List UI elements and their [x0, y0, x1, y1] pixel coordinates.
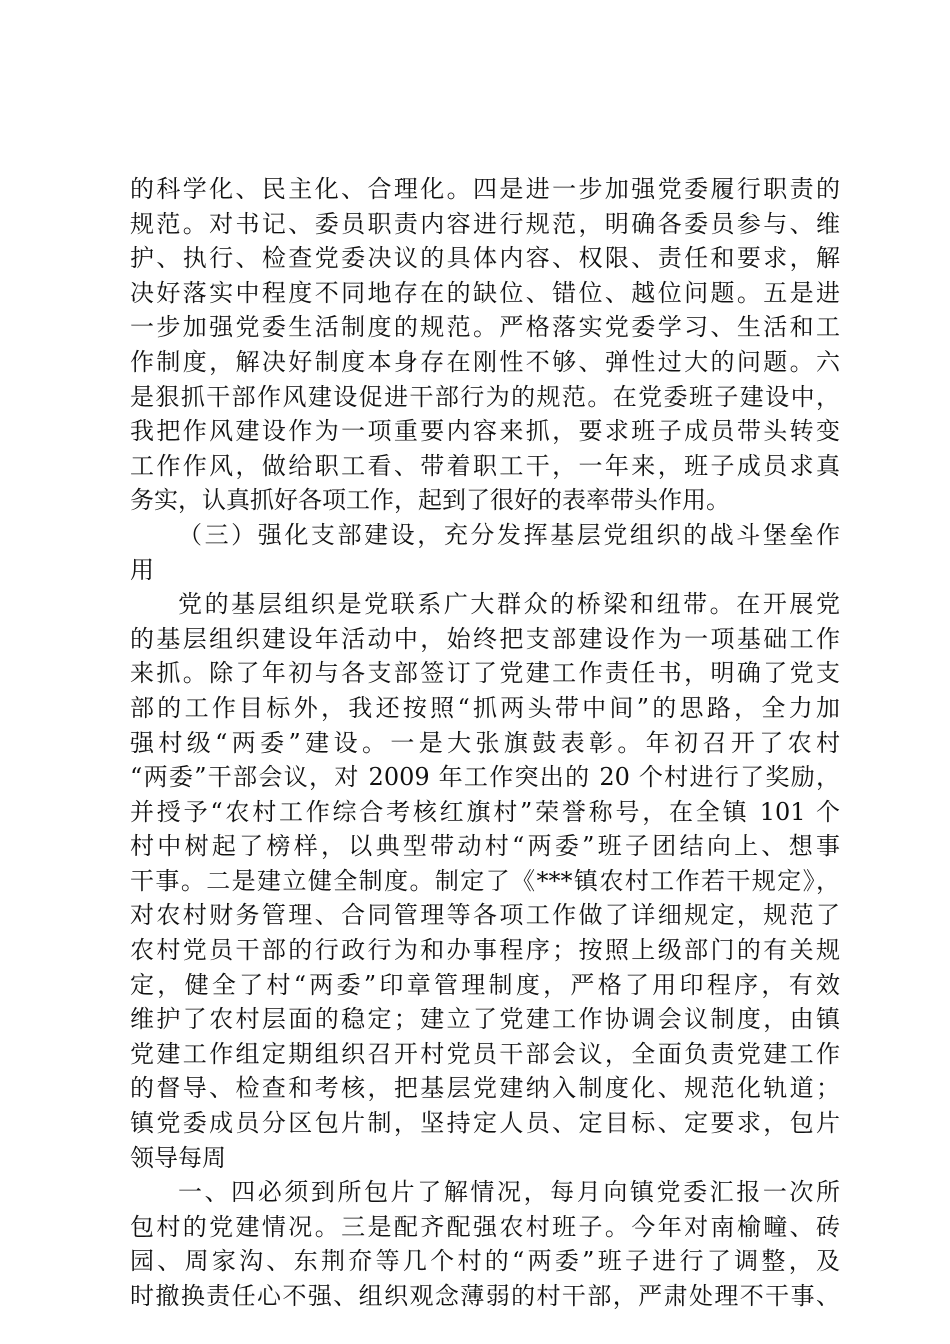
text-line: 党建工作组定期组织召开村党员干部会议，全面负责党建工作	[130, 1039, 840, 1068]
text-line: 定，健全了村“两委”印章管理制度，严格了用印程序，有效	[130, 970, 840, 999]
text-line: （三）强化支部建设，充分发挥基层党组织的战斗堡垒作	[178, 520, 840, 549]
text-line: 对农村财务管理、合同管理等各项工作做了详细规定，规范了	[130, 901, 840, 930]
text-line: 并授予“农村工作综合考核红旗村”荣誉称号，在全镇 101 个	[130, 797, 840, 826]
text-line: 的基层组织建设年活动中，始终把支部建设作为一项基础工作	[130, 624, 840, 653]
text-line: 一、四必须到所包片了解情况，每月向镇党委汇报一次所	[178, 1178, 840, 1207]
text-line: 规范。对书记、委员职责内容进行规范，明确各委员参与、维	[130, 209, 840, 238]
text-line: 包村的党建情况。三是配齐配强农村班子。今年对南榆疃、砖	[130, 1212, 840, 1241]
text-line: 强村级“两委”建设。一是大张旗鼓表彰。年初召开了农村	[130, 728, 840, 757]
text-line: “两委”干部会议，对 2009 年工作突出的 20 个村进行了奖励，	[130, 763, 840, 792]
text-line: 务实，认真抓好各项工作，起到了很好的表率带头作用。	[130, 486, 730, 515]
text-line: 党的基层组织是党联系广大群众的桥梁和纽带。在开展党	[178, 590, 840, 619]
text-line: 来抓。除了年初与各支部签订了党建工作责任书，明确了党支	[130, 659, 840, 688]
text-line: 时撤换责任心不强、组织观念薄弱的村干部，严肃处理不干事、	[130, 1282, 840, 1310]
text-line: 的督导、检查和考核，把基层党建纳入制度化、规范化轨道；	[130, 1074, 840, 1103]
body-text	[130, 172, 840, 1314]
text-line: 农村党员干部的行政行为和办事程序；按照上级部门的有关规	[130, 936, 840, 965]
text-line: 的科学化、民主化、合理化。四是进一步加强党委履行职责的	[130, 175, 840, 203]
text-line: 园、周家沟、东荆夼等几个村的“两委”班子进行了调整，及	[130, 1247, 840, 1276]
text-line: 我把作风建设作为一项重要内容来抓，要求班子成员带头转变	[130, 417, 840, 446]
text-line: 决好落实中程度不同地存在的缺位、错位、越位问题。五是进	[130, 278, 840, 307]
text-line: 作制度，解决好制度本身存在刚性不够、弹性过大的问题。六	[130, 347, 840, 376]
text-line: 用	[130, 555, 154, 584]
text-line: 村中树起了榜样，以典型带动村“两委”班子团结向上、想事	[130, 832, 840, 861]
text-line: 镇党委成员分区包片制，坚持定人员、定目标、定要求，包片	[130, 1109, 840, 1138]
text-line: 维护了农村层面的稳定；建立了党建工作协调会议制度，由镇	[130, 1005, 840, 1034]
text-line: 护、执行、检查党委决议的具体内容、权限、责任和要求，解	[130, 244, 840, 273]
text-line: 干事。二是建立健全制度。制定了《***镇农村工作若干规定》，	[130, 866, 840, 895]
text-line: 是狠抓干部作风建设促进干部行为的规范。在党委班子建设中，	[130, 382, 840, 411]
text-line: 部的工作目标外，我还按照“抓两头带中间”的思路，全力加	[130, 693, 840, 722]
text-line: 一步加强党委生活制度的规范。严格落实党委学习、生活和工	[130, 313, 840, 342]
text-line: 工作作风，做给职工看、带着职工干，一年来，班子成员求真	[130, 451, 840, 480]
text-line: 领导每周	[130, 1143, 226, 1172]
